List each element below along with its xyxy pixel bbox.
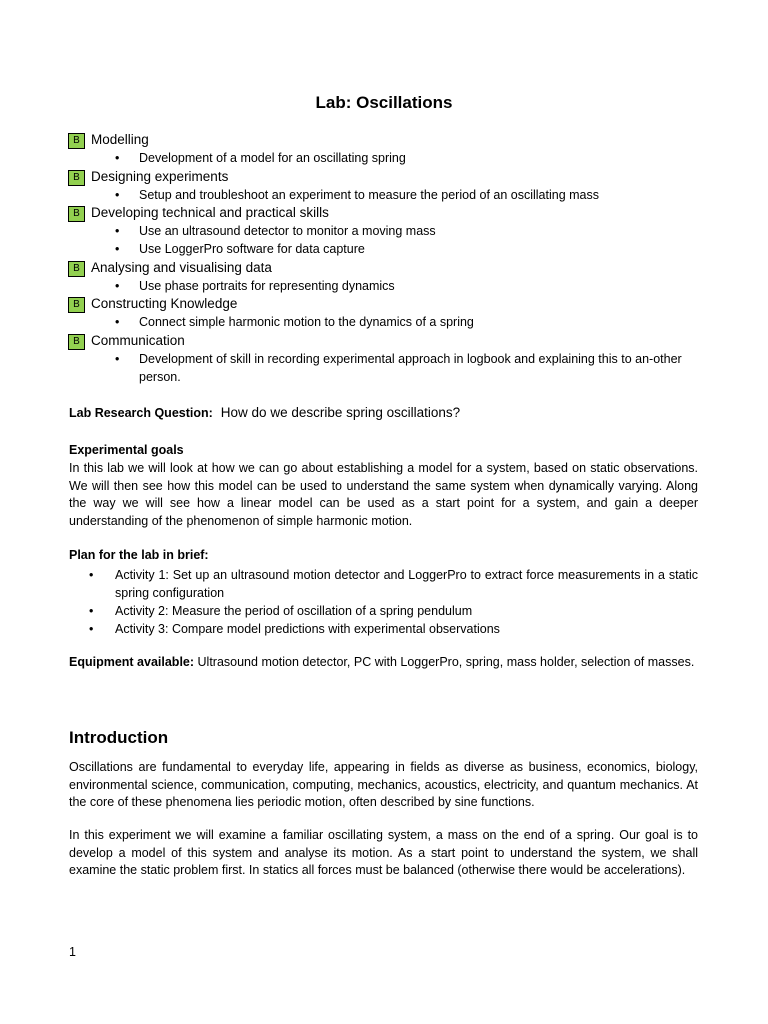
skill-analysing-data <box>68 259 272 277</box>
skill-constructing-knowledge <box>68 295 237 313</box>
skill-item: • Development of skill in recording experimental approach in logbook and explaining this to an-other person. <box>115 352 682 384</box>
plan-item: • Activity 2: Measure the period of oscillation of a spring pendulum <box>89 604 473 618</box>
experimental-goals-text: In this lab we will look at how we can go about establishing a model for a system, based on static observations. We will then see how this model can be used to understand the same system when dynamically varying. Along the way we will see how a linear model can be used as a start point for a system, and gain a deeper understanding of the phenomenon of simple harmonic motion. <box>69 461 698 528</box>
skill-designing-experiments <box>68 168 228 186</box>
skill-modelling <box>68 131 149 149</box>
skill-label: Designing experiments <box>91 169 229 184</box>
skill-communication <box>68 332 185 350</box>
research-question-label: Lab Research Question: <box>69 406 213 420</box>
bullet-icon: • <box>115 188 120 202</box>
skill-item: • Use phase portraits for representing dynamics <box>115 279 395 293</box>
research-question-text: How do we describe spring oscillations? <box>220 405 461 420</box>
bullet-icon: • <box>89 622 94 636</box>
research-question <box>69 405 460 420</box>
bullet-icon: • <box>89 604 94 618</box>
equipment-line <box>69 655 694 669</box>
skill-item: • Setup and troubleshoot an experiment to measure the period of an oscillating mass <box>115 188 599 202</box>
introduction-paragraph: Oscillations are fundamental to everyday life, appearing in fields as diverse as business, economics, biology, environmental science, communication, computing, mechanics, acoustics, electricity, and quantum mechanics. At the core of these phenomena lies periodic motion, often described by sine functions. <box>69 760 698 810</box>
bullet-icon: • <box>89 568 94 582</box>
page-title: Lab: Oscillations <box>315 93 453 112</box>
skill-technical-practical <box>68 204 329 222</box>
level-badge: B <box>68 170 85 186</box>
equipment-label: Equipment available: <box>69 655 195 669</box>
bullet-icon: • <box>115 315 120 329</box>
bullet-icon: • <box>115 279 120 293</box>
skill-label: Analysing and visualising data <box>91 260 272 275</box>
page-number: 1 <box>69 945 76 959</box>
plan-item: • Activity 3: Compare model predictions with experimental observations <box>89 622 500 636</box>
plan-heading: Plan for the lab in brief: <box>69 548 209 562</box>
skill-item: • Development of a model for an oscillating spring <box>115 151 406 165</box>
level-badge: B <box>68 261 85 277</box>
skill-label: Modelling <box>91 132 149 147</box>
bullet-icon: • <box>115 242 120 256</box>
experimental-goals-heading: Experimental goals <box>69 443 184 457</box>
level-badge: B <box>68 206 85 222</box>
bullet-icon: • <box>115 352 120 366</box>
level-badge: B <box>68 334 85 350</box>
level-badge: B <box>68 297 85 313</box>
bullet-icon: • <box>115 151 120 165</box>
skill-item: • Use LoggerPro software for data capture <box>115 242 365 256</box>
skill-label: Developing technical and practical skills <box>91 205 329 220</box>
skill-label: Constructing Knowledge <box>91 296 238 311</box>
bullet-icon: • <box>115 224 120 238</box>
equipment-text: Ultrasound motion detector, PC with LoggerPro, spring, mass holder, selection of masses. <box>197 655 695 669</box>
skill-label: Communication <box>91 333 185 348</box>
introduction-paragraph: In this experiment we will examine a familiar oscillating system, a mass on the end of a spring. Our goal is to develop a model of this system and analyse its motion. As a start point to understand the system, we shall examine the static problem first. In statics all forces must be balanced (otherwise there would be accelerations). <box>69 828 698 878</box>
plan-item: • Activity 1: Set up an ultrasound motion detector and LoggerPro to extract force measurements in a static spring configuration <box>89 568 698 600</box>
skill-item: • Connect simple harmonic motion to the dynamics of a spring <box>115 315 474 329</box>
introduction-heading: Introduction <box>69 728 169 747</box>
level-badge: B <box>68 133 85 149</box>
skill-item: • Use an ultrasound detector to monitor a moving mass <box>115 224 436 238</box>
